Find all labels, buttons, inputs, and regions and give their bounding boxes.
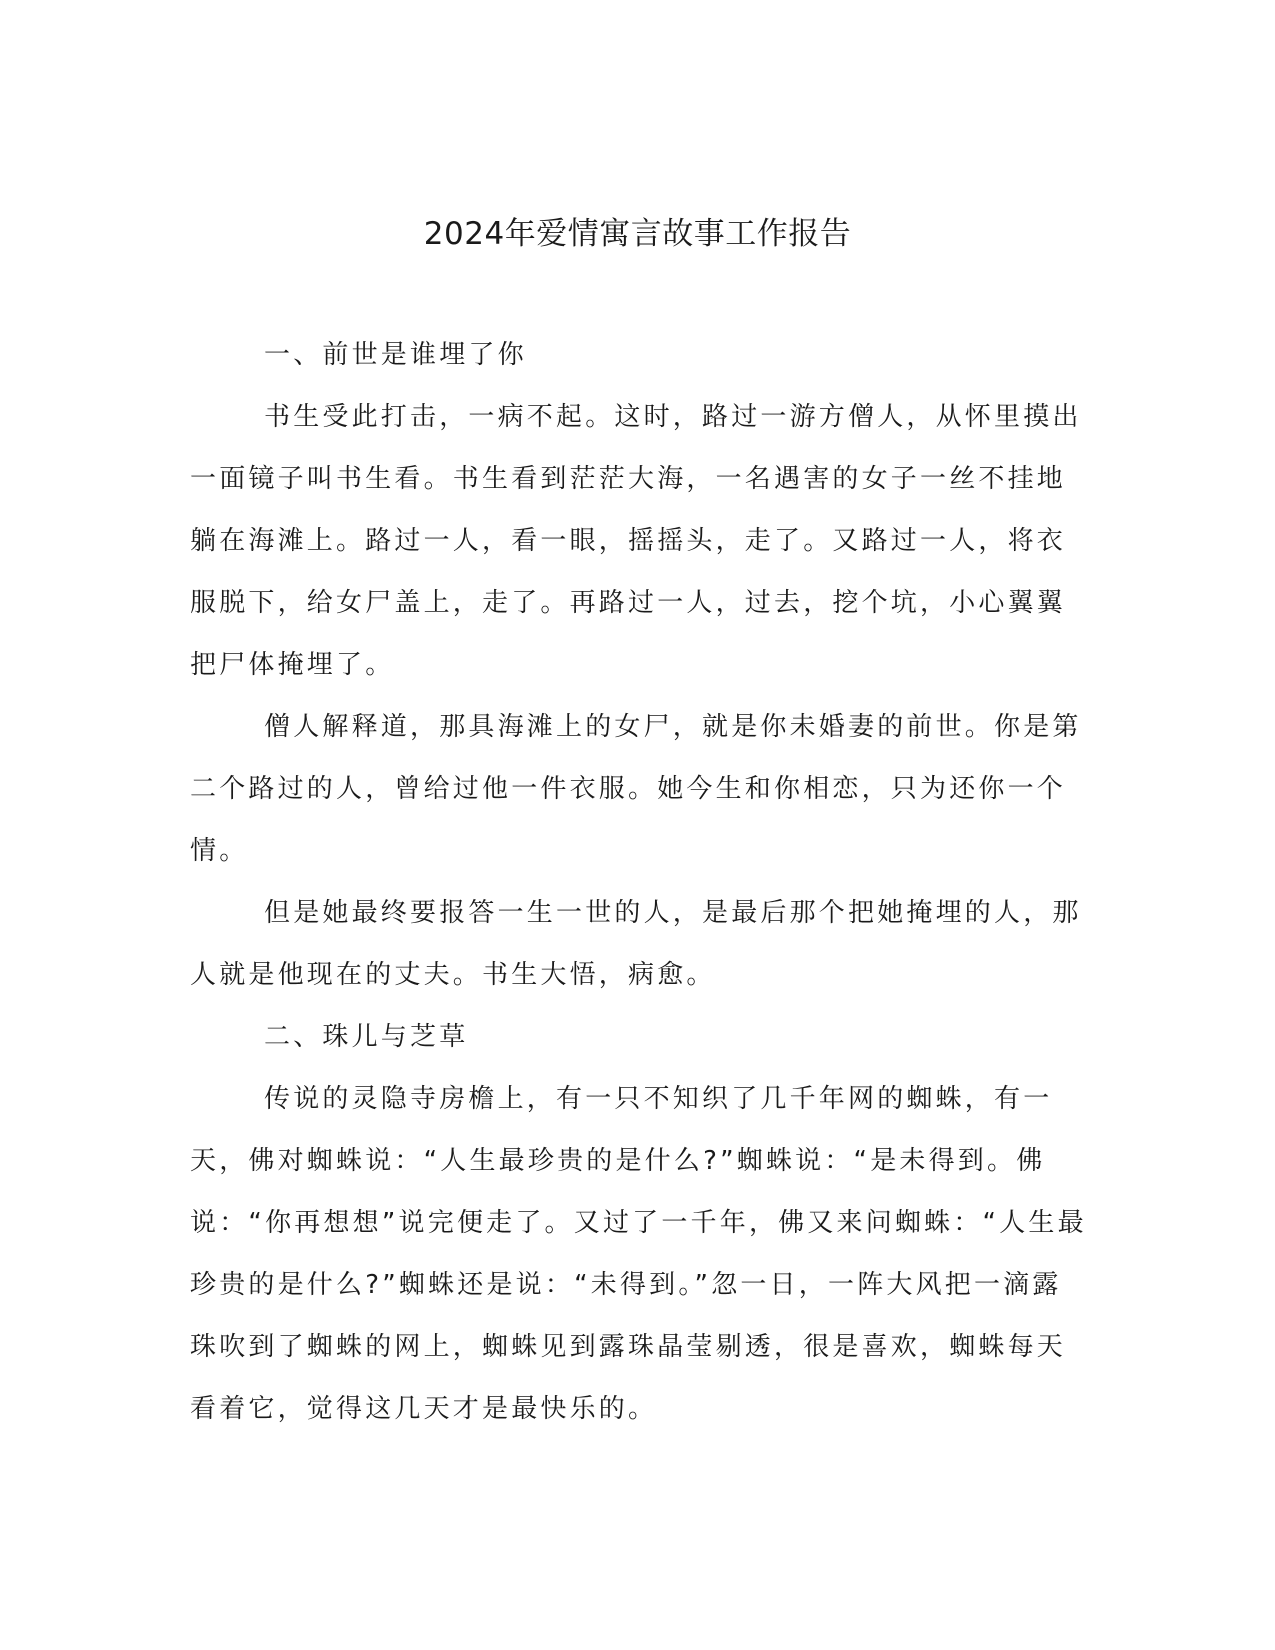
document-body xyxy=(190,324,1090,1440)
document-title: 2024年爱情寓言故事工作报告 xyxy=(423,216,852,252)
paragraph: 但是她最终要报答一生一世的人，是最后那个把她掩埋的人，那人就是他现在的丈夫。书生大悟，病愈。 xyxy=(190,898,1082,990)
paragraph: 僧人解释道，那具海滩上的女尸，就是你未婚妻的前世。你是第二个路过的人，曾给过他一件衣服。她今生和你相恋，只为还你一个情。 xyxy=(190,712,1082,866)
paragraph: 书生受此打击，一病不起。这时，路过一游方僧人，从怀里摸出一面镜子叫书生看。书生看到茫茫大海，一名遇害的女子一丝不挂地躺在海滩上。路过一人，看一眼，摇摇头，走了。又路过一人，将衣服脱下，给女尸盖上，走了。再路过一人，过去，挖个坑，小心翼翼把尸体掩埋了。 xyxy=(190,402,1082,680)
section-heading-1: 一、前世是谁埋了你 xyxy=(264,340,527,370)
paragraph: 传说的灵隐寺房檐上，有一只不知织了几千年网的蜘蛛，有一天，佛对蜘蛛说：“人生最珍贵的是什么?”蜘蛛说：“是未得到。佛说：“你再想想”说完便走了。又过了一千年，佛又来问蜘蛛：“人生最珍贵的是什么?”蜘蛛还是说：“未得到。”忽一日，一阵大风把一滴露珠吹到了蜘蛛的网上，蜘蛛见到露珠晶莹剔透，很是喜欢，蜘蛛每天看着它，觉得这几天才是最快乐的。 xyxy=(190,1084,1087,1424)
section-heading-2: 二、珠儿与芝草 xyxy=(264,1022,469,1052)
